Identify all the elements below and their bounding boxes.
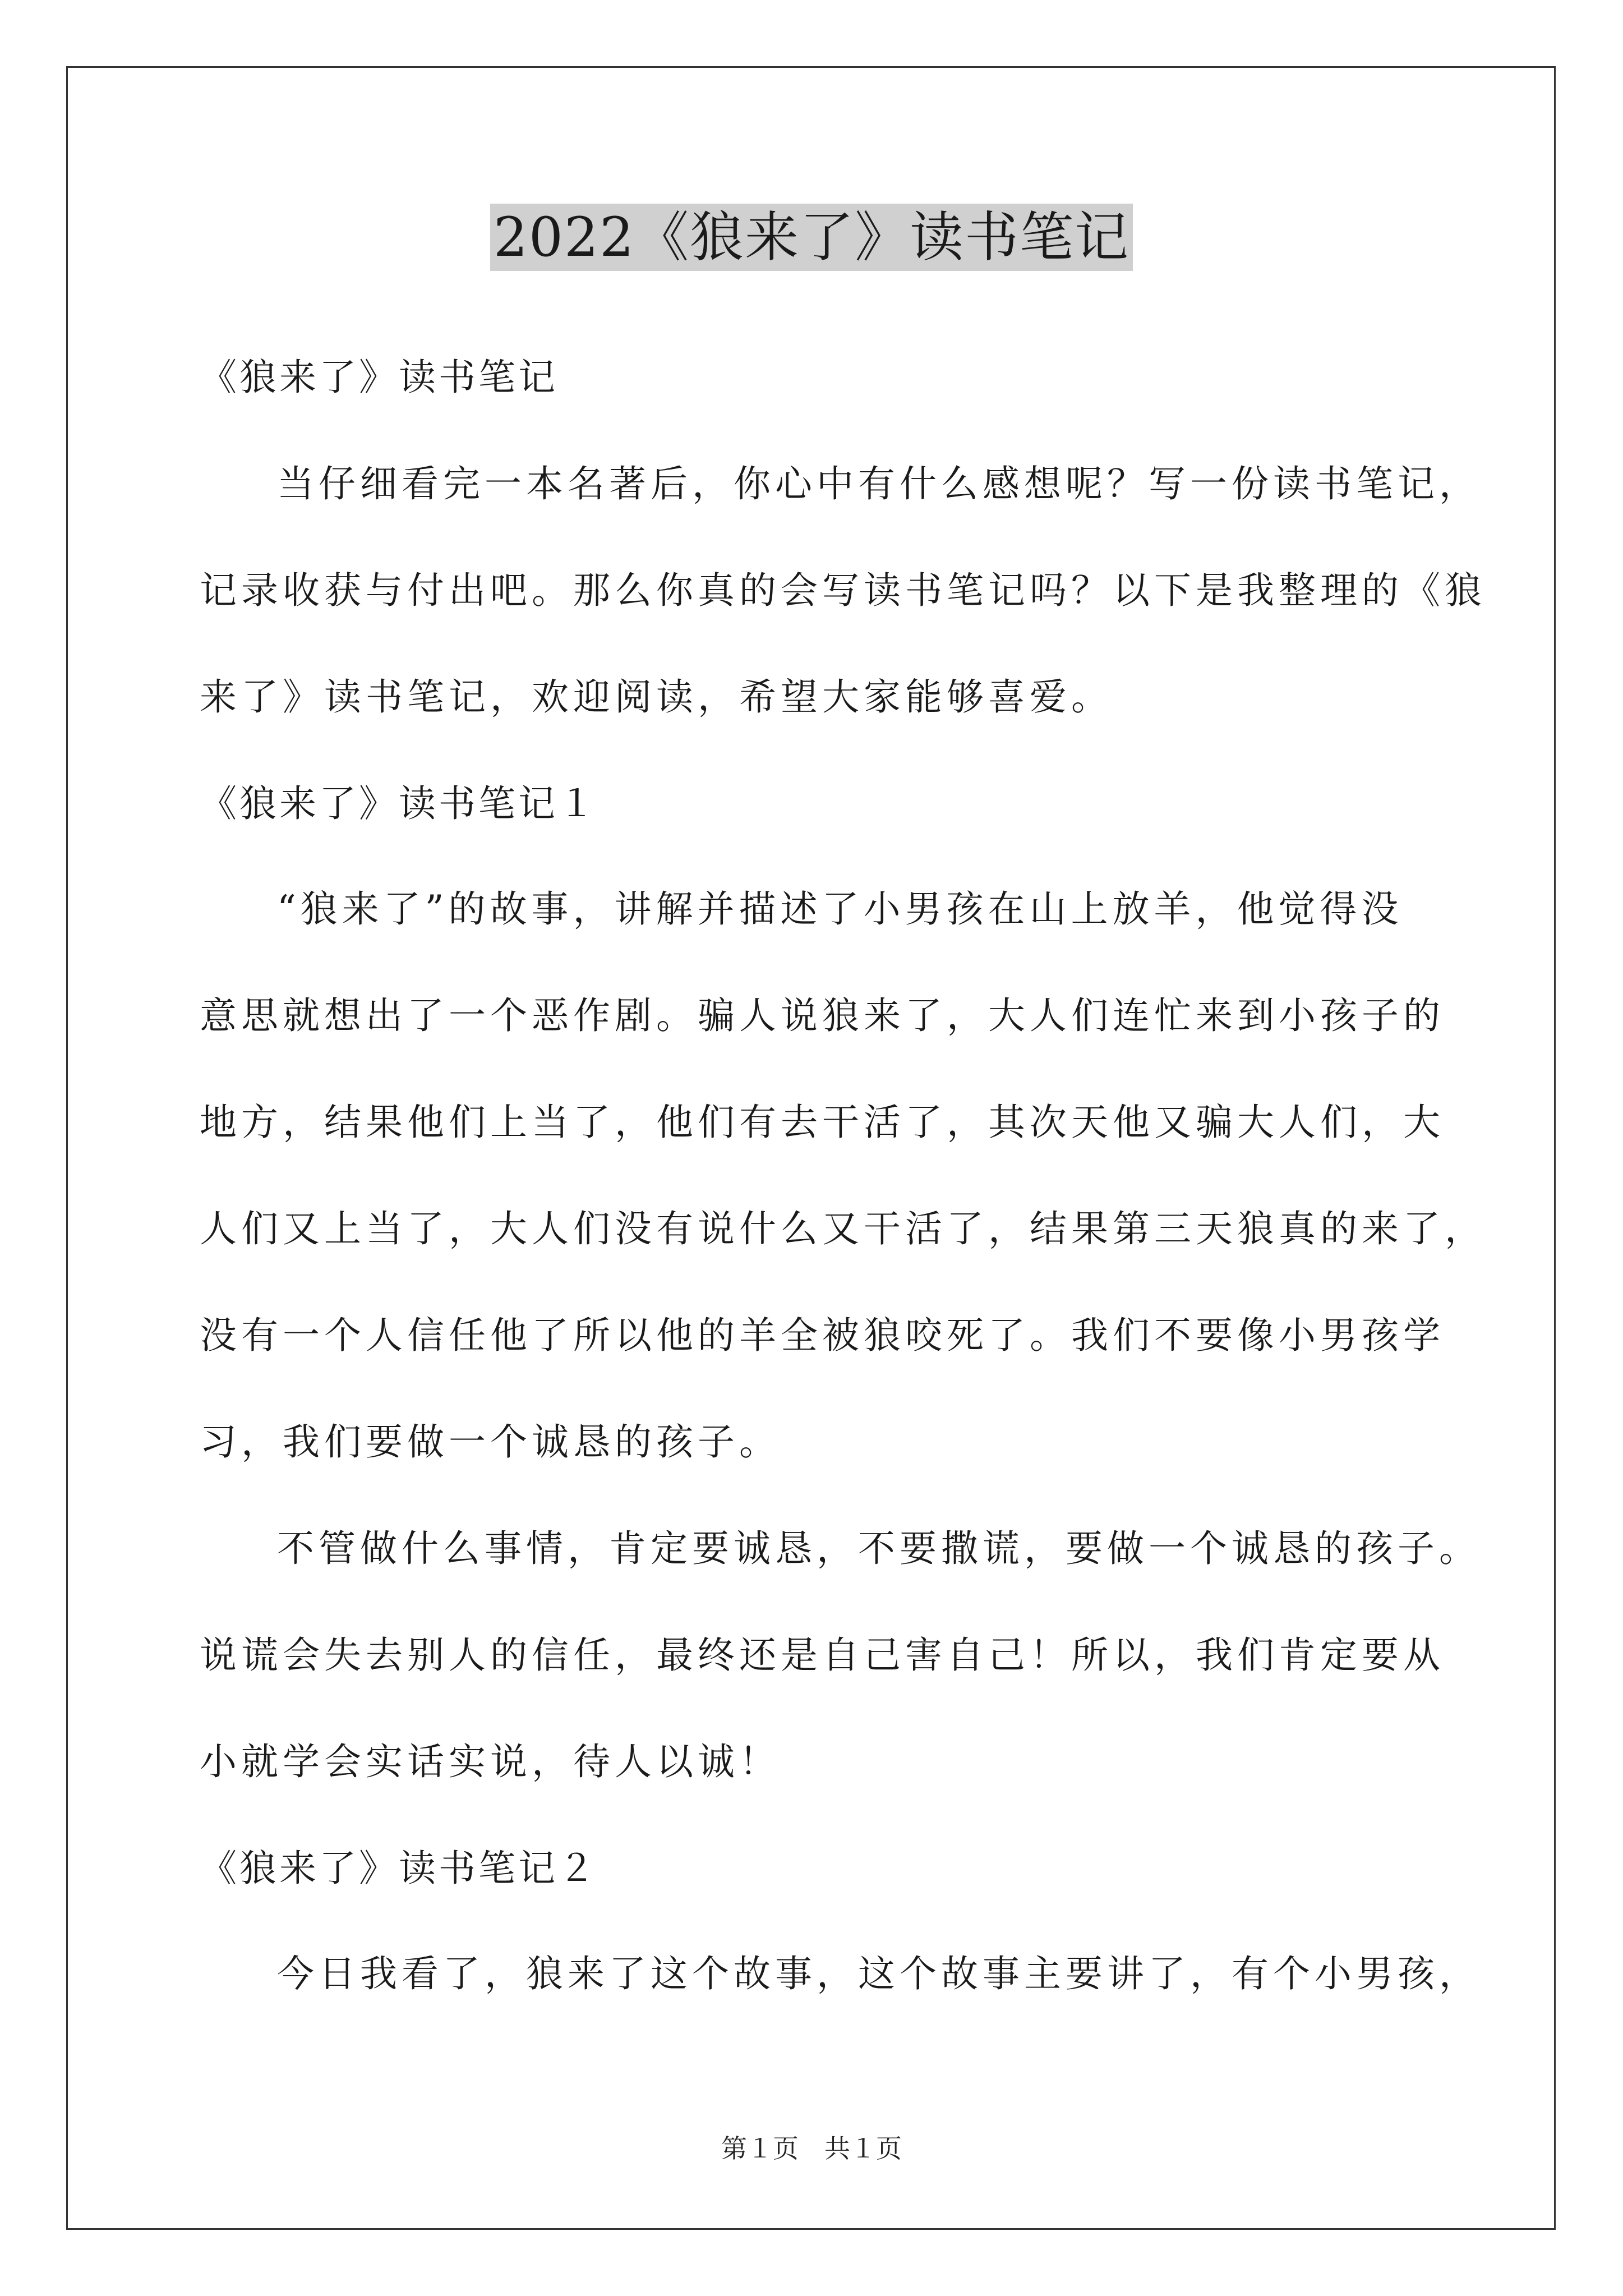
section1-para1-line: “狼来了”的故事，讲解并描述了小男孩在山上放羊，他觉得没 [277, 887, 1403, 931]
intro-line: 当仔细看完一本名著后，你心中有什么感想呢？写一份读书笔记， [277, 462, 1481, 505]
section1-para1-line: 没有一个人信任他了所以他的羊全被狼咬死了。我们不要像小男孩学 [200, 1314, 1445, 1357]
subtitle: 《狼来了》读书笔记 [200, 356, 558, 399]
section1-para1-line: 人们又上当了，大人们没有说什么又干活了，结果第三天狼真的来了， [200, 1207, 1486, 1250]
section2-para1-line: 今日我看了，狼来了这个故事，这个故事主要讲了，有个小男孩， [277, 1952, 1481, 1995]
section1-para1-line: 意思就想出了一个恶作剧。骗人说狼来了，大人们连忙来到小孩子的 [200, 994, 1445, 1037]
document-title [0, 201, 1623, 274]
section-heading-1: 《狼来了》读书笔记１ [200, 782, 598, 825]
section1-para2-line: 说谎会失去别人的信任，最终还是自己害自己！所以，我们肯定要从 [200, 1634, 1445, 1677]
section1-para2-line: 不管做什么事情，肯定要诚恳，不要撒谎，要做一个诚恳的孩子。 [277, 1527, 1481, 1570]
section-heading-2: 《狼来了》读书笔记２ [200, 1847, 598, 1890]
section1-para1-line: 习，我们要做一个诚恳的孩子。 [200, 1420, 781, 1464]
intro-line: 来了》读书笔记，欢迎阅读，希望大家能够喜爱。 [200, 675, 1113, 719]
page-footer: 第１页 共１页 [721, 2133, 902, 2164]
section1-para2-line: 小就学会实话实说，待人以诚！ [200, 1740, 781, 1783]
intro-line: 记录收获与付出吧。那么你真的会写读书笔记吗？以下是我整理的《狼 [200, 569, 1486, 612]
document-title-text: 2022《狼来了》读书笔记 [490, 204, 1133, 271]
section1-para1-line: 地方，结果他们上当了，他们有去干活了，其次天他又骗大人们，大 [200, 1101, 1445, 1144]
